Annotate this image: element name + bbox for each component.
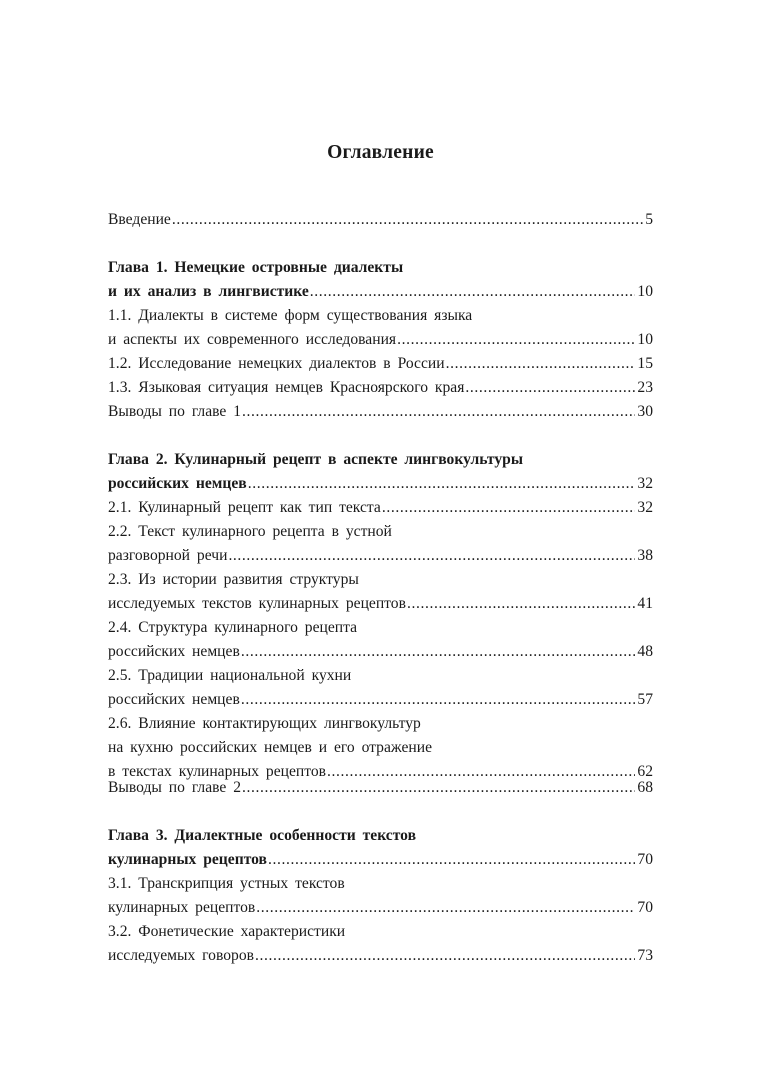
toc-entry-last-line xyxy=(108,328,653,352)
dot-leader xyxy=(242,776,635,800)
toc-entry-last-line xyxy=(108,592,653,616)
dot-leader xyxy=(310,280,636,304)
toc-page-number: 70 xyxy=(637,899,653,916)
toc-entry xyxy=(108,352,653,376)
toc-entry-title-line: Глава 3. Диалектные особенности текстов xyxy=(108,827,416,844)
toc-page-number: 68 xyxy=(637,779,653,796)
toc-chapter-entry xyxy=(108,448,653,496)
toc-entry xyxy=(108,616,653,664)
toc-entry-title-line: на кухню российских немцев и его отражение xyxy=(108,739,433,756)
toc-entry-title-line: Глава 1. Немецкие островные диалекты xyxy=(108,259,404,276)
toc-entry-title-line: кулинарных рецептов xyxy=(108,851,267,868)
toc-entry-title-line: 2.5. Традиции национальной кухни xyxy=(108,667,352,684)
toc-page-number: 57 xyxy=(637,691,653,708)
toc-page-number: 48 xyxy=(637,643,653,660)
dot-leader xyxy=(228,544,635,568)
toc-entry-title-line: 3.2. Фонетические характеристики xyxy=(108,923,346,940)
toc-entry-title-line: российских немцев xyxy=(108,691,240,708)
toc-page-number: 15 xyxy=(637,355,653,372)
toc-entry xyxy=(108,568,653,616)
dot-leader xyxy=(241,640,636,664)
toc-entry-title-line: Введение xyxy=(108,211,171,228)
dot-leader xyxy=(256,896,635,920)
toc-entry-last-line xyxy=(108,280,653,304)
toc-entry-last-line xyxy=(108,400,653,424)
dot-leader xyxy=(242,400,635,424)
dot-leader xyxy=(382,496,636,520)
toc-entry-last-line xyxy=(108,496,653,520)
toc-entry xyxy=(108,520,653,568)
toc-entry-last-line xyxy=(108,376,653,400)
document-page xyxy=(108,0,653,1080)
toc-page-number: 32 xyxy=(637,499,653,516)
toc-entry-title-line: Выводы по главе 1 xyxy=(108,403,242,420)
toc-chapter-entry xyxy=(108,824,653,872)
dot-leader xyxy=(268,848,635,872)
toc-entry-title-line: 1.1. Диалекты в системе форм существования языка xyxy=(108,307,473,324)
toc-entry-last-line xyxy=(108,640,653,664)
toc-entry-title-line: 2.1. Кулинарный рецепт как тип текста xyxy=(108,499,381,516)
toc-page-number: 32 xyxy=(637,475,653,492)
toc-entry-title-line: российских немцев xyxy=(108,475,247,492)
dot-leader xyxy=(446,352,636,376)
toc-entry xyxy=(108,400,653,424)
toc-entry-last-line xyxy=(108,544,653,568)
toc-entry-title-line: в текстах кулинарных рецептов xyxy=(108,763,326,780)
toc-entry-title-line: исследуемых текстов кулинарных рецептов xyxy=(108,595,406,612)
toc-page-number: 23 xyxy=(637,379,653,396)
toc-entry xyxy=(108,920,653,968)
dot-leader xyxy=(407,592,635,616)
toc-entry-title-line: и их анализ в лингвистике xyxy=(108,283,309,300)
toc-page-number: 5 xyxy=(645,211,653,228)
toc-page-number: 73 xyxy=(637,947,653,964)
toc-page-number: 10 xyxy=(637,283,653,300)
toc-page-number: 10 xyxy=(637,331,653,348)
toc-entry-title-line: разговорной речи xyxy=(108,547,228,564)
toc-entry-title-line: российских немцев xyxy=(108,643,240,660)
toc-entry-title-line: 3.1. Транскрипция устных текстов xyxy=(108,875,345,892)
toc-page-number: 38 xyxy=(637,547,653,564)
toc-entry-title-line: кулинарных рецептов xyxy=(108,899,256,916)
toc-entry-last-line xyxy=(108,472,653,496)
dot-leader xyxy=(397,328,635,352)
toc-entry xyxy=(108,776,653,800)
toc-entry xyxy=(108,208,653,232)
toc-entry-title-line: исследуемых говоров xyxy=(108,947,254,964)
toc-entry-last-line xyxy=(108,896,653,920)
toc-entry-title-line: 1.3. Языковая ситуация немцев Красноярского края xyxy=(108,379,465,396)
dot-leader xyxy=(241,688,636,712)
toc-entry-title-line: 1.2. Исследование немецких диалектов в России xyxy=(108,355,445,372)
toc-entry-last-line xyxy=(108,944,653,968)
toc-entry-last-line xyxy=(108,208,653,232)
toc-entry-last-line xyxy=(108,776,653,800)
toc-entry-title-line: 2.4. Структура кулинарного рецепта xyxy=(108,619,358,636)
toc-entry-title-line: Выводы по главе 2 xyxy=(108,779,242,796)
toc-entry xyxy=(108,376,653,400)
page-title: Оглавление xyxy=(327,142,434,163)
toc-entry-title-line: Глава 2. Кулинарный рецепт в аспекте лингвокультуры xyxy=(108,451,524,468)
toc-entry-last-line xyxy=(108,688,653,712)
toc-entry-title-line: 2.3. Из истории развития структуры xyxy=(108,571,359,588)
toc-page-number: 70 xyxy=(637,851,653,868)
toc-page-number: 30 xyxy=(637,403,653,420)
toc-entry-title-line: 2.2. Текст кулинарного рецепта в устной xyxy=(108,523,392,540)
toc-entry xyxy=(108,304,653,352)
dot-leader xyxy=(465,376,635,400)
toc-entry-title-line: и аспекты их современного исследования xyxy=(108,331,397,348)
dot-leader xyxy=(172,208,643,232)
toc-entry-last-line xyxy=(108,848,653,872)
toc-page-number: 62 xyxy=(637,763,653,780)
dot-leader xyxy=(255,944,635,968)
dot-leader xyxy=(248,472,636,496)
toc-entry xyxy=(108,496,653,520)
toc-entry-title-line: 2.6. Влияние контактирующих лингвокультур xyxy=(108,715,421,732)
toc-chapter-entry xyxy=(108,256,653,304)
toc-page-number: 41 xyxy=(637,595,653,612)
toc-entry xyxy=(108,664,653,712)
toc-entry-last-line xyxy=(108,352,653,376)
toc-entry xyxy=(108,872,653,920)
toc-entry xyxy=(108,712,653,784)
